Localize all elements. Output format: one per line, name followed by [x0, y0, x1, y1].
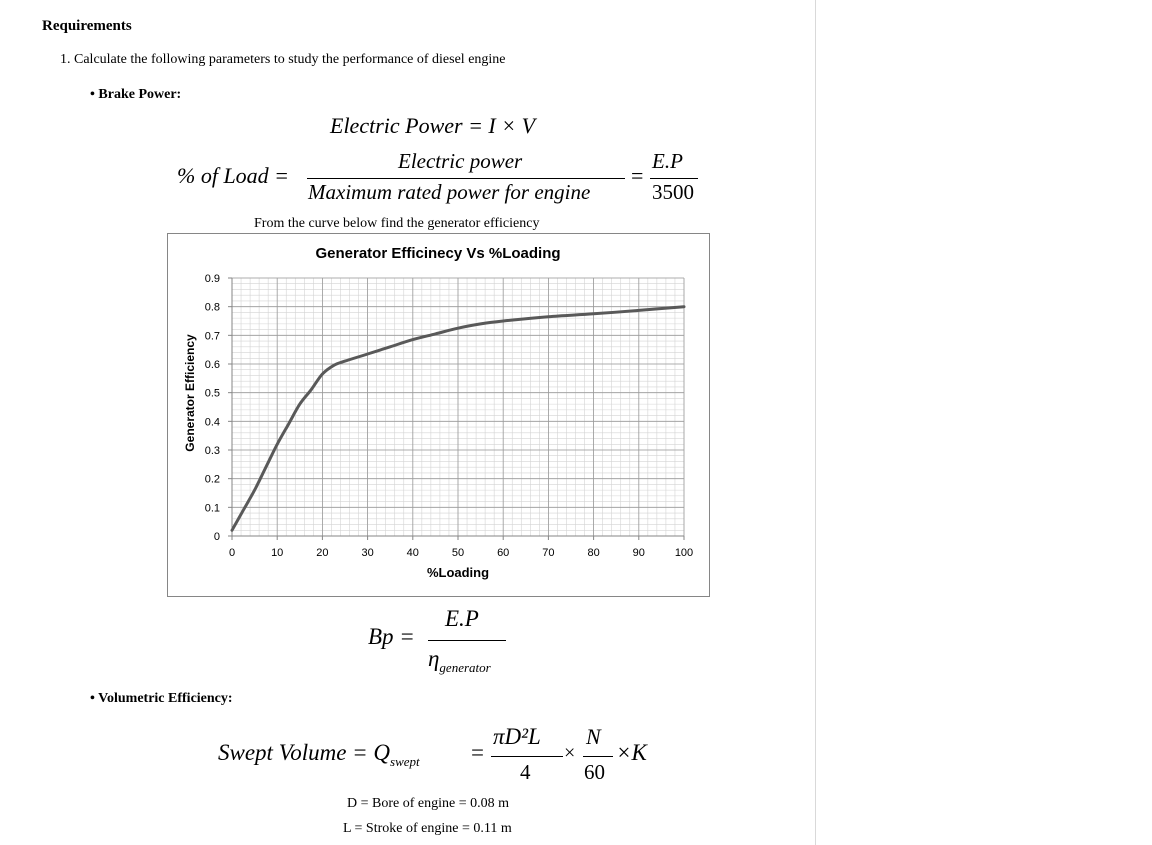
swept-subscript: swept [390, 754, 420, 769]
swept-volume-lhs [218, 740, 420, 769]
y-tick-label: 0.3 [204, 445, 220, 457]
swept-denominator: 4 [520, 760, 531, 784]
swept-fraction-bar [491, 756, 563, 757]
y-tick-label: 0.5 [204, 387, 220, 400]
load-equation-lhs: % of Load = [177, 163, 290, 188]
y-tick-label: 0 [213, 531, 220, 543]
y-tick-label: 0.8 [204, 301, 220, 314]
y-tick-label: 0.6 [204, 359, 220, 371]
x-tick-label: 100 [674, 547, 694, 559]
electric-power-equation: Electric Power = I × V [330, 113, 536, 138]
load-equation-numerator: Electric power [398, 149, 523, 173]
item-1-number: 1. [60, 52, 71, 67]
y-tick-label: 0.9 [204, 273, 220, 285]
item-1 [60, 52, 506, 68]
efficiency-chart [167, 233, 710, 597]
load-equation-denominator-2: 3500 [652, 180, 694, 204]
chart-ylabel: Generator Efficiency [183, 334, 197, 452]
swept-n-bar [583, 756, 613, 757]
bp-equation-lhs: Bp = [368, 624, 415, 649]
load-fraction-bar [307, 178, 625, 179]
swept-n: N [586, 724, 601, 749]
x-tick-label: 60 [497, 547, 510, 559]
x-tick-label: 10 [271, 547, 284, 559]
load-equation-equals: = [631, 163, 644, 188]
bullet-dot-icon: • [90, 87, 95, 102]
volumetric-efficiency-bullet [90, 691, 233, 707]
load-equation-denominator: Maximum rated power for engine [308, 180, 591, 204]
brake-power-bullet [90, 87, 181, 103]
bp-equation-numerator: E.P [445, 606, 479, 631]
y-tick-label: 0.7 [204, 330, 220, 343]
bp-fraction-bar [428, 640, 506, 641]
swept-equals: = [471, 740, 484, 765]
x-tick-label: 20 [316, 547, 329, 559]
swept-times-1: × [564, 742, 576, 764]
x-tick-label: 70 [542, 547, 555, 559]
swept-volume-text: Swept Volume = Q [218, 740, 391, 765]
x-tick-label: 0 [228, 547, 236, 559]
item-1-text: Calculate the following parameters to study the performance of diesel engine [74, 52, 506, 67]
load-equation-numerator-2: E.P [652, 149, 683, 173]
x-tick-label: 80 [587, 547, 600, 559]
volumetric-efficiency-label: Volumetric Efficiency: [98, 691, 233, 706]
curve-instruction: From the curve below find the generator efficiency [254, 216, 540, 231]
load-fraction-bar-2 [650, 178, 698, 179]
definition-stroke: L = Stroke of engine = 0.11 m [343, 821, 512, 836]
eta-symbol: η [428, 646, 440, 671]
swept-times-k: ×K [616, 740, 647, 765]
bp-equation-denominator [428, 646, 491, 675]
x-tick-label: 50 [451, 547, 465, 559]
chart-title: Generator Efficinecy Vs %Loading [315, 245, 561, 262]
swept-60: 60 [584, 760, 605, 784]
x-tick-label: 40 [406, 547, 419, 559]
chart-xlabel: %Loading [426, 565, 490, 580]
x-tick-label: 90 [632, 547, 645, 559]
y-tick-label: 0.2 [204, 473, 220, 486]
y-tick-label: 0.1 [204, 502, 220, 515]
definition-bore: D = Bore of engine = 0.08 m [347, 796, 509, 811]
x-tick-label: 30 [361, 547, 374, 559]
swept-numerator: πD²L [493, 724, 541, 749]
brake-power-label: Brake Power: [98, 87, 182, 102]
requirements-heading: Requirements [42, 18, 132, 34]
eta-subscript: generator [439, 660, 491, 675]
bullet-dot-icon-2: • [90, 691, 95, 706]
y-tick-label: 0.4 [204, 416, 220, 429]
